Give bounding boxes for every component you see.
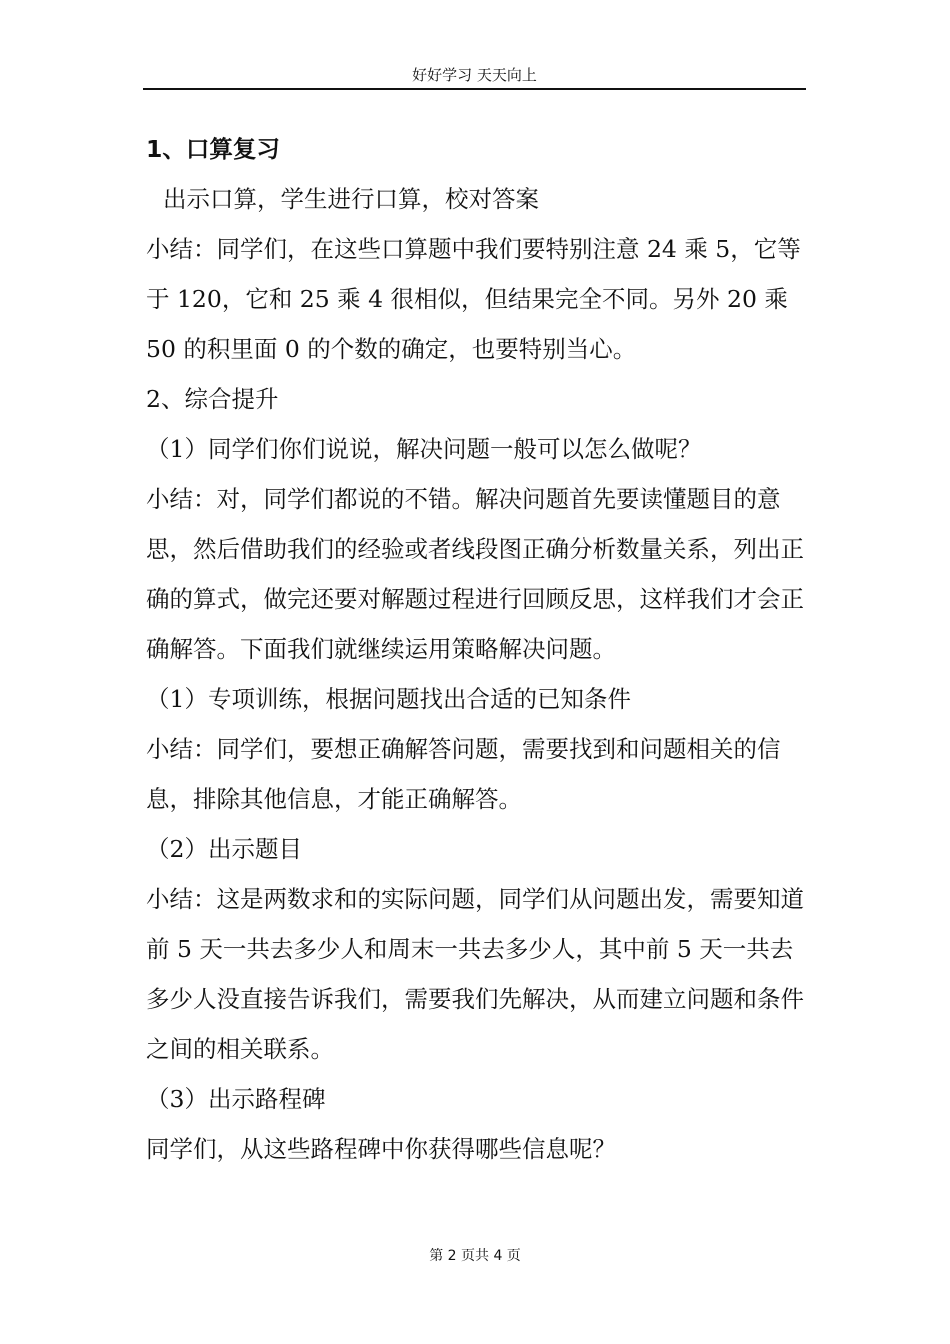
paragraph-show-oral-calc: 出示口算，学生进行口算，校对答案 [163,185,539,213]
paragraph-question-1: （1）同学们你们说说，解决问题一般可以怎么做呢？ [146,435,702,463]
paragraph-special-training: （1）专项训练，根据问题找出合适的已知条件 [146,685,631,713]
section-heading-comprehensive: 2、综合提升 [146,385,279,413]
page-footer: 第 2 页共 4 页 [429,1248,521,1264]
page-header: 好好学习 天天向上 [412,66,537,84]
paragraph-summary-4: 小结：这是两数求和的实际问题，同学们从问题出发，需要知道前 5 天一共去多少人和周末一共去多少人，其中前 5 天一共去多少人没直接告诉我们，需要我们先解决，从而建立问题和条件之间的相关联系。 [146,885,804,1063]
paragraph-milestone-question: 同学们，从这些路程碑中你获得哪些信息呢？ [146,1135,616,1163]
paragraph-summary-2: 小结：对，同学们都说的不错。解决问题首先要读懂题目的意思，然后借助我们的经验或者线段图正确分析数量关系，列出正确的算式，做完还要对解题过程进行回顾反思，这样我们才会正确解答。下面我们就继续运用策略解决问题。 [146,485,804,663]
header-rule [143,88,806,90]
paragraph-show-milestone: （3）出示路程碑 [146,1085,326,1113]
paragraph-summary-3: 小结：同学们，要想正确解答问题，需要找到和问题相关的信息，排除其他信息，才能正确解答。 [146,735,781,813]
paragraph-summary-1: 小结：同学们，在这些口算题中我们要特别注意 24 乘 5，它等于 120，它和 25 乘 4 很相似，但结果完全不同。另外 20 乘 50 的积里面 0 的个数的确定，也要特别当心。 [146,235,801,363]
section-heading-oral-calculation: 1、口算复习 [146,135,280,163]
paragraph-show-problem: （2）出示题目 [146,835,302,863]
document-body [146,124,808,1174]
